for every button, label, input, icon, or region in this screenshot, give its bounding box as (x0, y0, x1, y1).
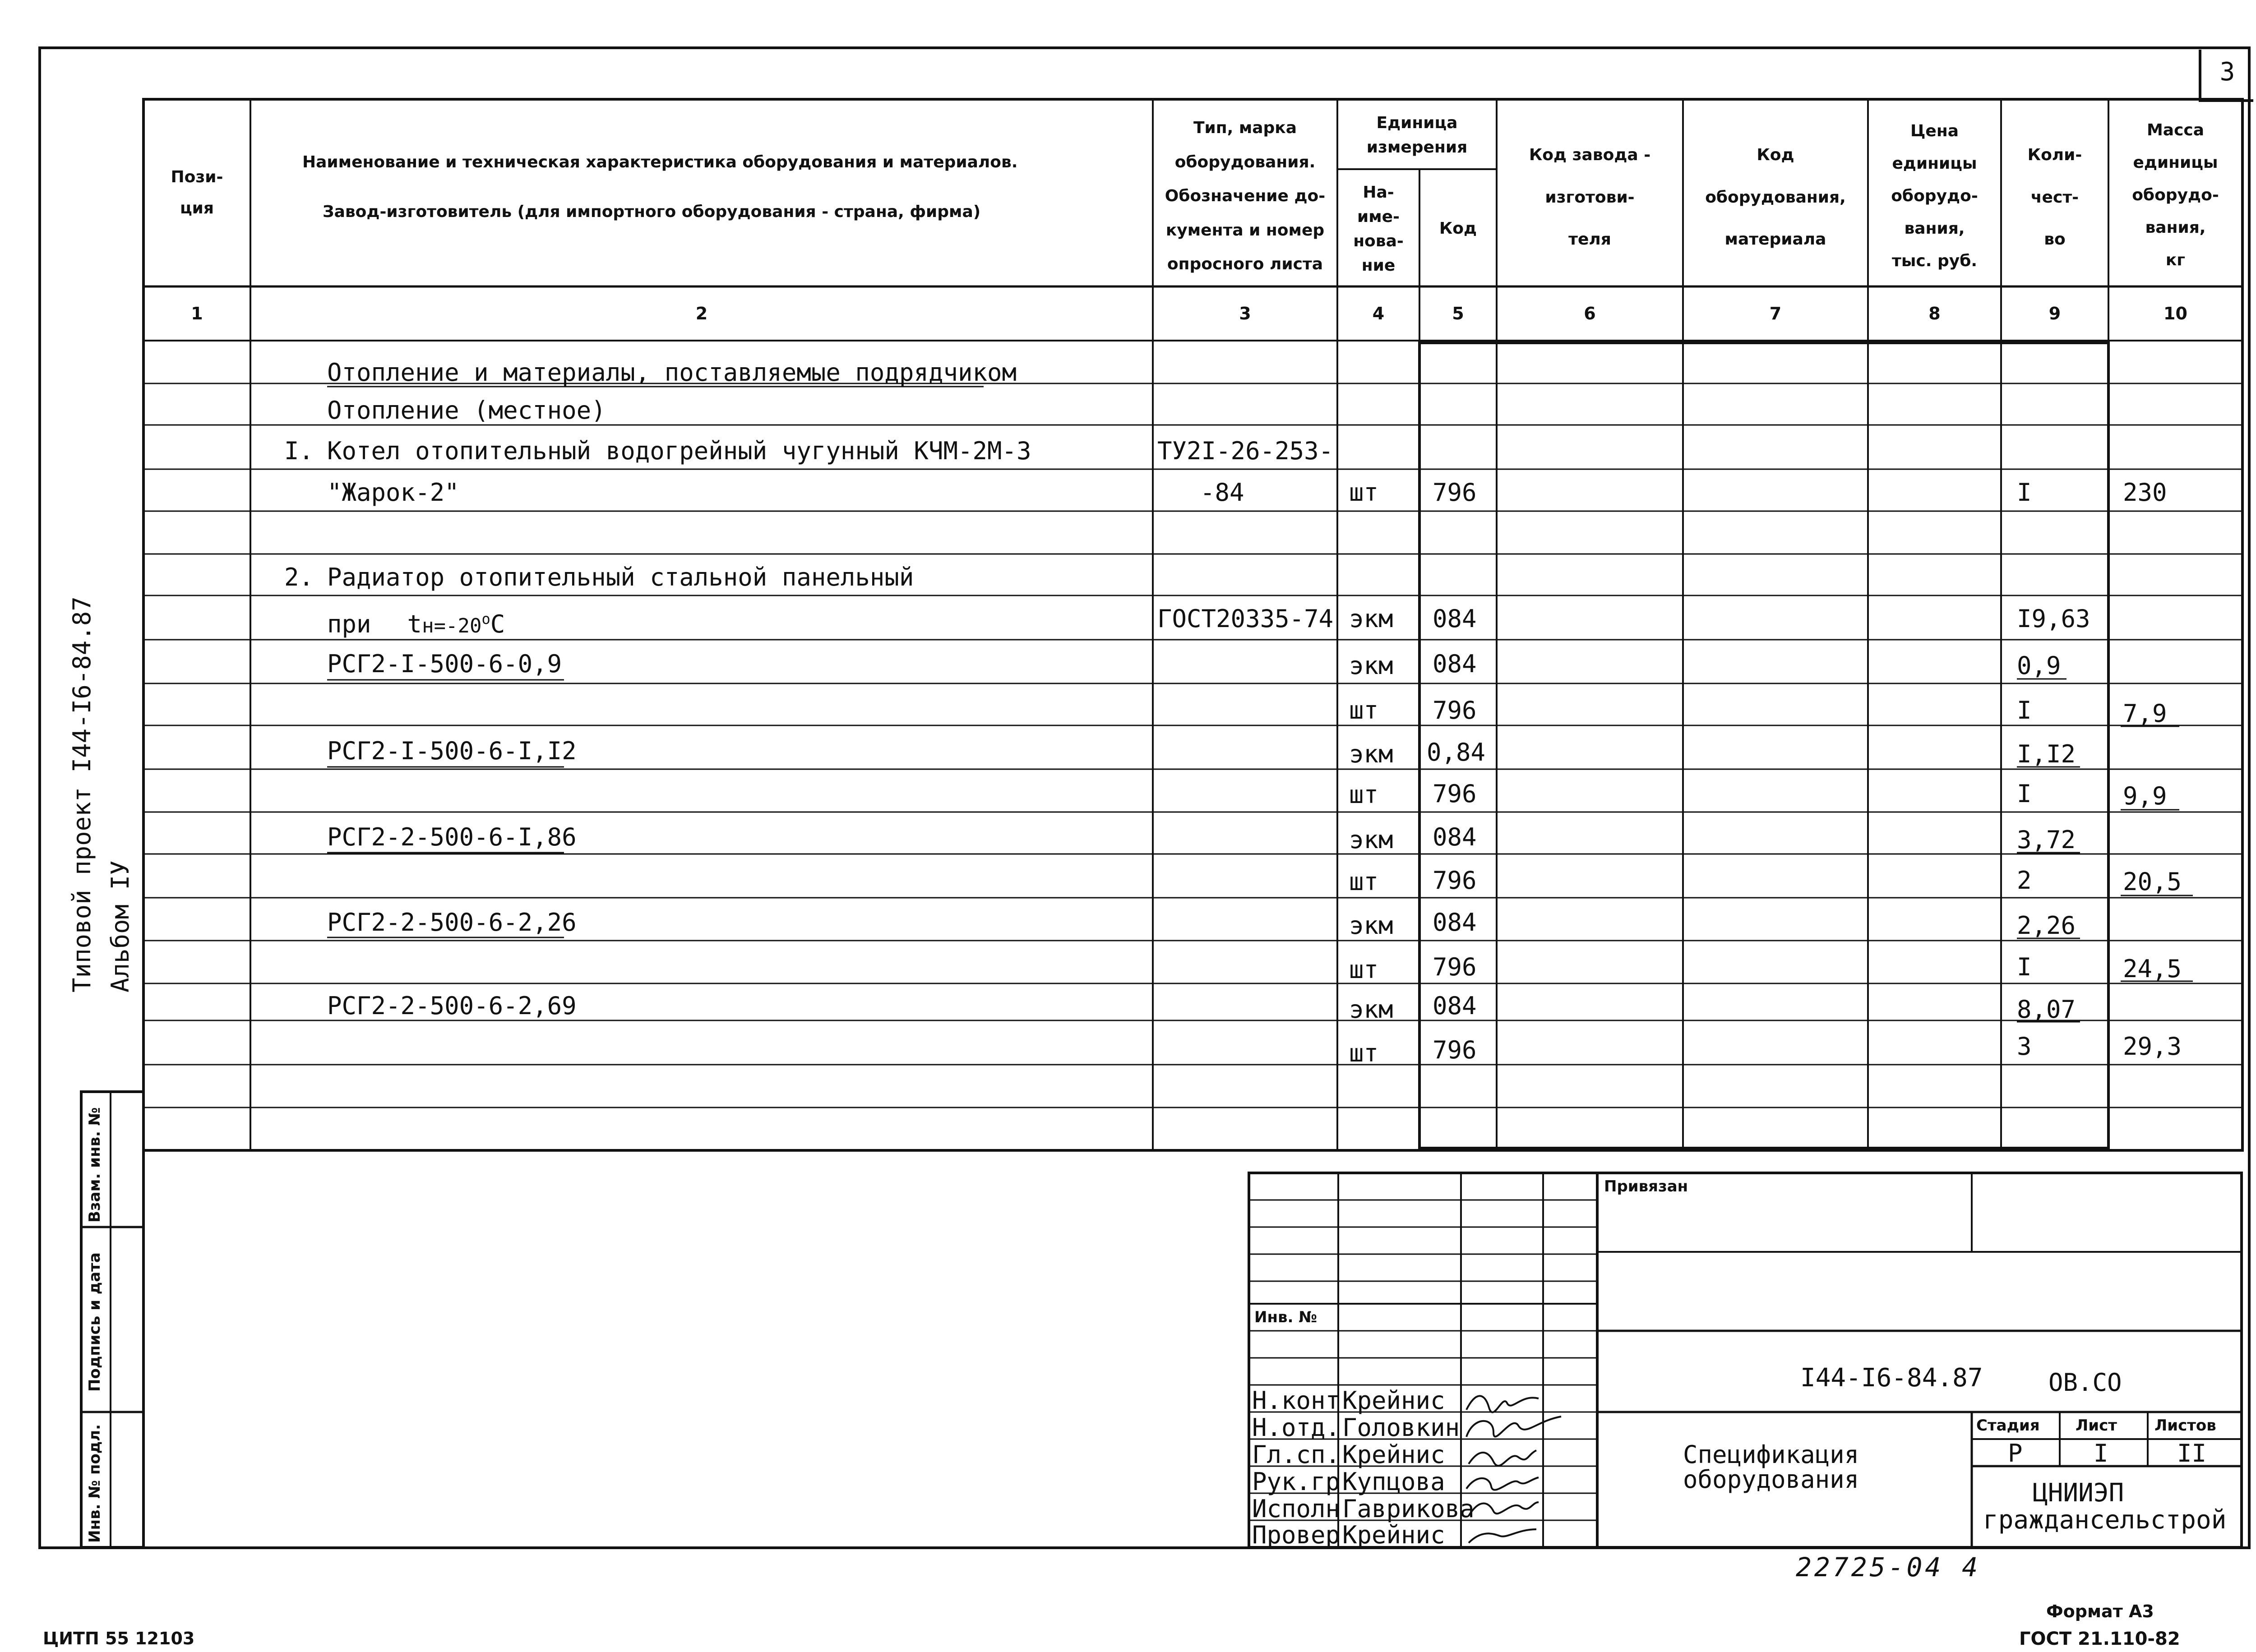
col-number: 7 (1769, 304, 1782, 323)
list-item-quantity: 0,9 (2017, 651, 2061, 680)
col-number: 6 (1584, 304, 1596, 323)
format-label: Формат А3 (2046, 1601, 2154, 1621)
list-item-name: РСГ2-2-500-6-2,26 (327, 908, 577, 937)
list-item-unit: шт (1349, 696, 1379, 724)
header-unit-name: На- име- нова- ние (1353, 183, 1404, 275)
item-name: Котел отопительный водогрейный чугунный КЧМ-2М-3 (327, 437, 1031, 465)
stage-value: Р (2008, 1439, 2023, 1467)
list-item-name: РСГ2-I-500-6-0,9 (327, 650, 562, 678)
item-position: 2. (284, 563, 314, 591)
section-subtitle: Отопление (местное) (327, 396, 606, 425)
list-item-code: 796 (1433, 696, 1477, 724)
inv-original-label: Инв. № подл. (86, 1424, 104, 1543)
signature-3 (1469, 1450, 1536, 1466)
organization-line2: граждансельстрой (1983, 1505, 2227, 1535)
list-item-unit: шт (1349, 1039, 1379, 1067)
sheet-number: 3 (2199, 50, 2253, 102)
registration-stamp: 22725-04 4 (1796, 1552, 1981, 1583)
role-label: Рук.гр (1252, 1467, 1341, 1496)
attached-label: Привязан (1604, 1177, 1688, 1195)
list-item-unit: экм (1349, 740, 1393, 768)
col-number: 2 (695, 304, 708, 323)
inventory-number-label: Инв. № (1254, 1308, 1318, 1326)
list-item-code: 084 (1433, 908, 1477, 937)
item-type: ТУ2I-26-253- (1157, 437, 1334, 465)
list-item-quantity: I (2017, 696, 2032, 724)
project-label: Типовой проект I44-I6-84.87 (68, 596, 96, 992)
signature-4 (1466, 1477, 1539, 1490)
list-item-code: 796 (1433, 866, 1477, 895)
list-item-mass: 29,3 (2123, 1032, 2182, 1061)
sheets-label: Листов (2154, 1417, 2216, 1435)
list-item-unit: шт (1349, 868, 1379, 896)
person-name: Гаврикова (1342, 1495, 1475, 1523)
signature-6 (1469, 1529, 1536, 1543)
list-item-mass: 7,9 (2123, 699, 2167, 728)
col-number: 5 (1452, 304, 1464, 323)
list-item-quantity: 3,72 (2017, 826, 2076, 854)
list-item-unit: экм (1349, 911, 1393, 940)
item-quantity: I9,63 (2017, 605, 2090, 633)
header-unit-code: Код (1439, 219, 1477, 238)
list-item-quantity: I (2017, 780, 2032, 808)
replace-inv-label: Взам. инв. № (86, 1107, 104, 1223)
header-quantity: Коли- чест- во (2027, 146, 2082, 249)
sheets-value: II (2177, 1439, 2207, 1467)
role-label: Исполн (1252, 1495, 1341, 1523)
printer-label: ЦИТП 55 12103 (43, 1629, 195, 1648)
list-item-quantity: I (2017, 953, 2032, 981)
person-name: Купцова (1342, 1467, 1445, 1496)
organization-line1: ЦНИИЭП (2033, 1478, 2124, 1508)
stage-label: Стадия (1976, 1417, 2040, 1435)
person-name: Крейнис (1342, 1521, 1445, 1549)
header-name-line1: Наименование и техническая характеристика оборудования и материалов. (302, 152, 1018, 171)
list-item-quantity: 3 (2017, 1032, 2032, 1061)
header-price: Цена единицы оборудо- вания, тыс. руб. (1891, 122, 1978, 270)
list-item-mass: 9,9 (2123, 782, 2167, 810)
list-item-mass: 20,5 (2123, 868, 2182, 896)
item-unit: экм (1349, 605, 1393, 633)
list-item-unit: экм (1349, 826, 1393, 854)
standard-label: ГОСТ 21.110-82 (2019, 1629, 2180, 1649)
document-title-line1: Спецификация (1683, 1440, 1859, 1469)
role-label: Н.конт (1252, 1386, 1341, 1415)
list-item-code: 084 (1433, 650, 1477, 678)
document-designation: I44-I6-84.87 (1800, 1363, 1983, 1393)
item-quantity: I (2017, 478, 2032, 507)
list-item-code: 084 (1433, 823, 1477, 851)
list-item-unit: шт (1349, 955, 1379, 984)
list-item-quantity: 8,07 (2017, 995, 2076, 1024)
col-number: 10 (2164, 304, 2187, 323)
list-item-quantity: I,I2 (2017, 740, 2076, 768)
header-mass: Масса единицы оборудо- вания, кг (2132, 120, 2219, 269)
signature-5 (1469, 1502, 1539, 1516)
sheet-value: I (2094, 1439, 2108, 1467)
document-code: ОВ.СО (2048, 1368, 2122, 1397)
list-item-name: РСГ2-I-500-6-I,I2 (327, 737, 577, 765)
header-type: Тип, марка оборудования. Обозначение до- кумента и номер опросного листа (1165, 119, 1326, 274)
sheet-label: Лист (2076, 1417, 2117, 1435)
person-name: Крейнис (1342, 1386, 1445, 1415)
item-unit-code: 084 (1433, 605, 1477, 633)
header-position: Пози- ция (171, 168, 223, 217)
list-item-quantity: 2,26 (2017, 911, 2076, 940)
role-label: Гл.сп. (1252, 1440, 1341, 1469)
signature-1 (1466, 1396, 1539, 1412)
list-item-code: 084 (1433, 992, 1477, 1020)
role-label: Н.отд. (1252, 1413, 1341, 1442)
header-equipment-code: Код оборудования, материала (1705, 146, 1846, 249)
col-number: 1 (191, 304, 203, 323)
document-title-line2: оборудования (1683, 1465, 1859, 1494)
item-unit: шт (1349, 478, 1379, 507)
section-title: Отопление и материалы, поставляемые подрядчиком (327, 358, 1017, 387)
person-name: Головкин (1342, 1413, 1460, 1442)
col-number: 3 (1239, 304, 1251, 323)
header-name-line2: Завод-изготовитель (для импортного оборудования - страна, фирма) (323, 202, 981, 221)
item-name: Радиатор отопительный стальной панельный (327, 563, 914, 591)
item-name: "Жарок-2" (327, 478, 459, 507)
list-item-unit: шт (1349, 780, 1379, 809)
signature-date-label: Подпись и дата (86, 1252, 104, 1392)
list-item-unit: экм (1349, 995, 1393, 1024)
list-item-unit: экм (1349, 651, 1393, 680)
list-item-mass: 24,5 (2123, 955, 2182, 983)
header-factory-code: Код завода - изготови- теля (1529, 146, 1651, 249)
list-item-code: 796 (1433, 780, 1477, 808)
person-name: Крейнис (1342, 1440, 1445, 1469)
item-type: -84 (1200, 478, 1244, 507)
album-label: Альбом IУ (106, 860, 134, 992)
item-unit-code: 796 (1433, 478, 1477, 507)
col-number: 8 (1928, 304, 1941, 323)
role-label: Провер (1252, 1521, 1341, 1549)
signature-2 (1466, 1417, 1561, 1437)
list-item-name: РСГ2-2-500-6-2,69 (327, 992, 577, 1020)
list-item-code: 796 (1433, 1036, 1477, 1064)
col-number: 4 (1372, 304, 1385, 323)
item-type: ГОСТ20335-74 (1157, 605, 1334, 633)
list-item-code: 796 (1433, 953, 1477, 981)
list-item-quantity: 2 (2017, 866, 2032, 895)
item-position: I. (284, 437, 314, 465)
list-item-name: РСГ2-2-500-6-I,86 (327, 823, 577, 851)
col-number: 9 (2048, 304, 2061, 323)
header-unit: Единица измерения (1366, 114, 1468, 157)
item-name: при $tн=-20^оС$ (327, 610, 505, 638)
list-item-code: 0,84 (1427, 738, 1486, 766)
item-mass: 230 (2123, 478, 2167, 507)
